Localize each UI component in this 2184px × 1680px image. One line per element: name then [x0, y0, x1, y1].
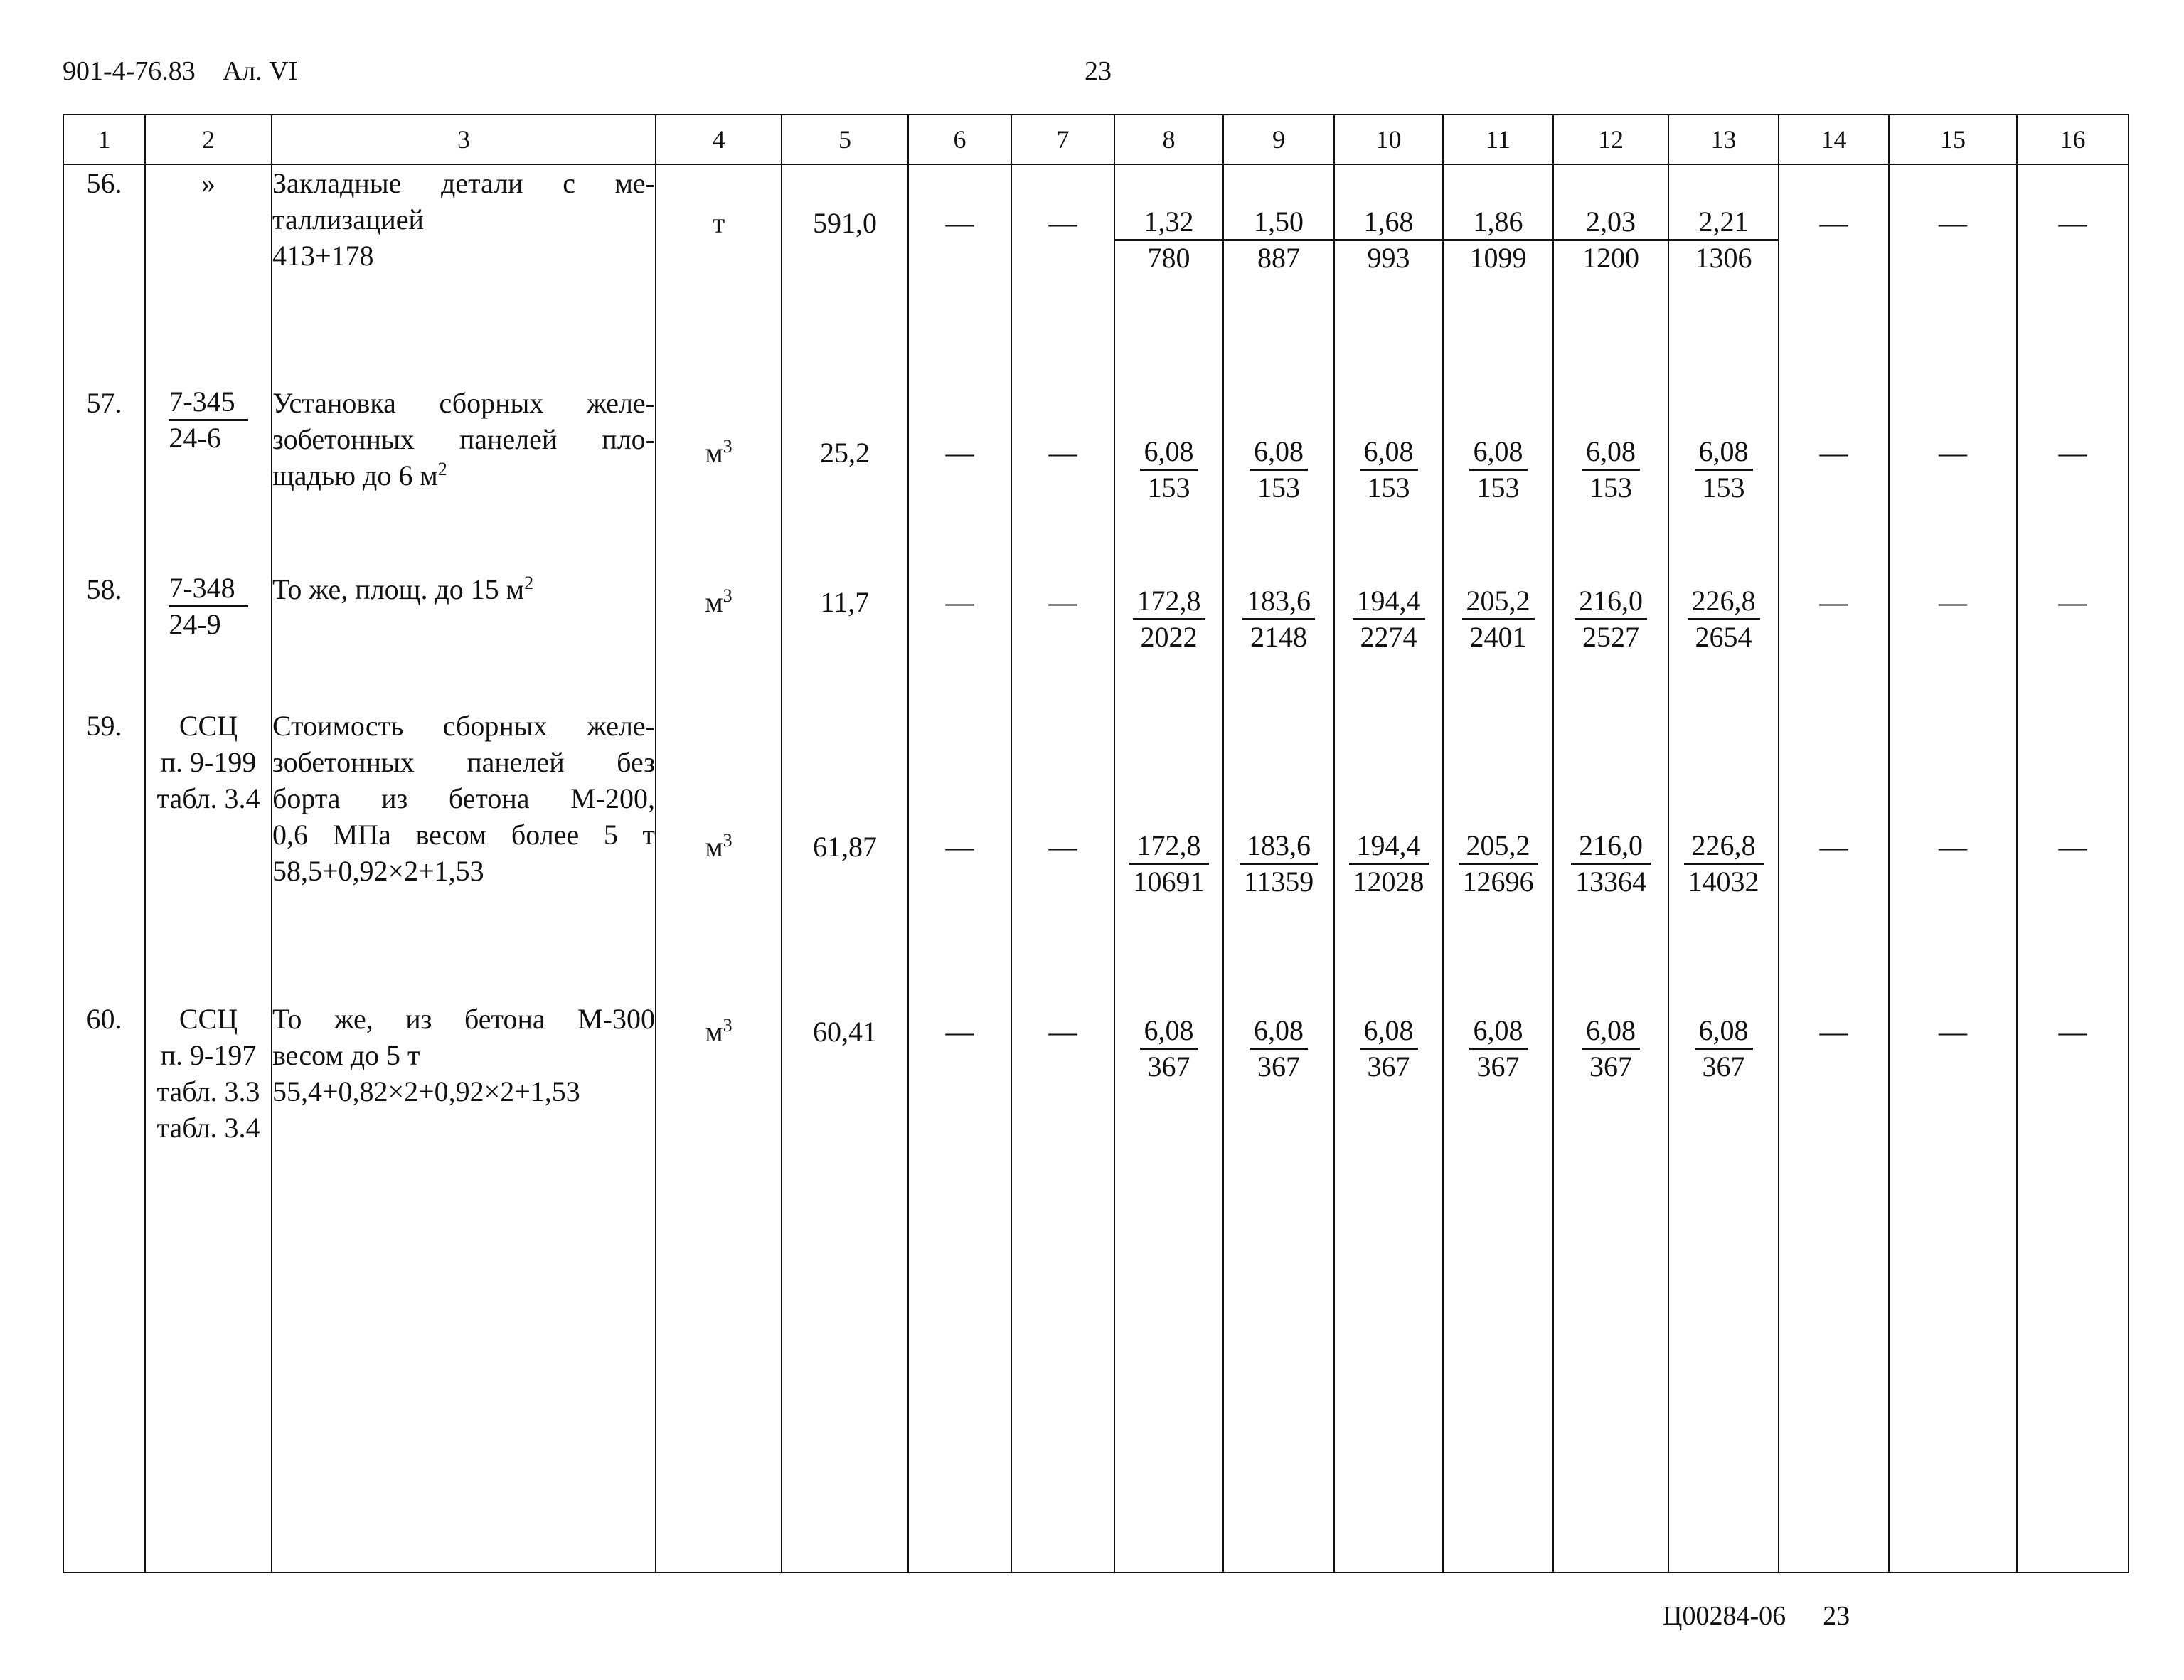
fraction-bottom: 153 — [1702, 472, 1745, 504]
description-line: Стоимость сборных желе- — [272, 710, 655, 742]
superscript: 3 — [723, 1015, 733, 1036]
fraction — [1240, 829, 1319, 899]
description-line: 58,5+0,92×2+1,53 — [272, 855, 484, 887]
dash: — — [2058, 586, 2087, 618]
description-cell — [272, 1001, 656, 1573]
fraction-top: 226,8 — [1688, 584, 1760, 620]
superscript: 2 — [524, 573, 534, 593]
reference-top: 7-348 — [169, 571, 247, 607]
unit-text: м — [705, 437, 723, 469]
unit-text: м — [705, 1016, 723, 1048]
dash: — — [945, 207, 974, 239]
empty-cell — [2017, 1001, 2129, 1573]
description-line: борта из бетона М-200, — [272, 782, 655, 814]
dash: — — [1819, 1016, 1848, 1048]
unit-text: м — [705, 586, 723, 618]
quantity-cell — [782, 708, 908, 1001]
fraction-bottom: 367 — [1147, 1051, 1190, 1083]
unit-value — [656, 584, 781, 620]
fraction-bottom: 367 — [1476, 1051, 1520, 1083]
page-number-top: 23 — [1085, 56, 1112, 86]
quantity-cell — [782, 164, 908, 385]
fraction-bottom: 153 — [1147, 472, 1190, 504]
fraction-bottom: 367 — [1367, 1051, 1410, 1083]
reference-line: табл. 3.4 — [156, 782, 260, 814]
empty-cell — [2017, 571, 2129, 708]
quantity-value: 591,0 — [813, 207, 877, 239]
fraction-bottom: 367 — [1589, 1051, 1632, 1083]
fraction-top: 1,68 — [1335, 205, 1442, 241]
value-cell — [1553, 708, 1668, 1001]
column-header: 8 — [1114, 115, 1223, 164]
value-cell — [1668, 164, 1779, 385]
unit-value — [656, 435, 781, 471]
dash: — — [2058, 437, 2087, 469]
dash: — — [945, 831, 974, 863]
description-line — [272, 457, 655, 494]
fraction-top: 6,08 — [1695, 1014, 1753, 1050]
column-header: 4 — [656, 115, 782, 164]
fraction-top: 226,8 — [1684, 829, 1764, 865]
reference-cell — [145, 571, 272, 708]
fraction — [1360, 1014, 1418, 1084]
dash: — — [1819, 437, 1848, 469]
value-cell — [1668, 708, 1779, 1001]
description-cell — [272, 571, 656, 708]
column-header: 13 — [1668, 115, 1779, 164]
fraction-bottom: 153 — [1476, 472, 1520, 504]
dash: — — [1939, 207, 1967, 239]
fraction-bottom: 1200 — [1582, 242, 1639, 274]
footer — [1663, 1600, 1850, 1632]
fraction — [1140, 1014, 1198, 1084]
fraction — [1582, 435, 1640, 505]
empty-cell — [1779, 571, 1889, 708]
dash: — — [945, 1016, 974, 1048]
empty-cell — [1889, 571, 2017, 708]
reference-fraction — [169, 571, 247, 642]
fraction — [1224, 205, 1333, 275]
superscript: 3 — [723, 830, 733, 851]
fraction-bottom: 12028 — [1353, 866, 1424, 898]
fraction-bottom: 2401 — [1469, 621, 1527, 653]
reference-cell — [145, 708, 272, 1001]
unit-value: т — [712, 207, 725, 239]
reference-cell — [145, 385, 272, 571]
dash: — — [2058, 1016, 2087, 1048]
fraction-top: 1,86 — [1444, 205, 1552, 241]
column-header: 3 — [272, 115, 656, 164]
value-cell — [1114, 385, 1223, 571]
fraction-top: 205,2 — [1459, 829, 1538, 865]
fraction — [1575, 584, 1647, 654]
empty-cell — [2017, 164, 2129, 385]
empty-cell — [1011, 571, 1114, 708]
unit-cell — [656, 385, 782, 571]
dash: — — [1048, 1016, 1077, 1048]
fraction — [1140, 435, 1198, 505]
fraction-top: 6,08 — [1360, 1014, 1418, 1050]
document-code: 901-4-76.83 — [63, 56, 196, 86]
empty-cell — [1779, 164, 1889, 385]
fraction-top: 194,4 — [1349, 829, 1429, 865]
reference-cell — [145, 1001, 272, 1573]
column-number-row — [63, 115, 2129, 164]
value-cell — [1114, 1001, 1223, 1573]
fraction-top: 6,08 — [1140, 435, 1198, 471]
dash: — — [1939, 831, 1967, 863]
fraction-bottom: 1099 — [1469, 242, 1527, 274]
row-number: 56. — [63, 164, 145, 385]
fraction — [1695, 1014, 1753, 1084]
empty-cell — [1889, 1001, 2017, 1573]
fraction-bottom: 367 — [1257, 1051, 1300, 1083]
fraction-top: 6,08 — [1582, 1014, 1640, 1050]
fraction-bottom: 1306 — [1695, 242, 1752, 274]
fraction-bottom: 14032 — [1688, 866, 1759, 898]
fraction — [1669, 205, 1778, 275]
fraction-bottom: 2148 — [1250, 621, 1307, 653]
fraction-top: 2,03 — [1554, 205, 1668, 241]
fraction-top: 6,08 — [1695, 435, 1753, 471]
fraction-top: 216,0 — [1575, 584, 1647, 620]
value-cell — [1553, 164, 1668, 385]
value-cell — [1443, 1001, 1553, 1573]
reference-cell — [145, 164, 272, 385]
value-cell — [1553, 1001, 1668, 1573]
empty-cell — [908, 1001, 1011, 1573]
fraction — [1129, 829, 1209, 899]
quantity-value: 25,2 — [820, 437, 870, 469]
fraction-top: 205,2 — [1462, 584, 1535, 620]
footer-code: Ц00284-06 — [1663, 1601, 1786, 1631]
value-cell — [1334, 164, 1443, 385]
column-header: 6 — [908, 115, 1011, 164]
fraction — [1684, 829, 1764, 899]
value-cell — [1668, 385, 1779, 571]
dash: — — [2058, 207, 2087, 239]
column-header: 14 — [1779, 115, 1889, 164]
dash: — — [945, 437, 974, 469]
fraction-top: 6,08 — [1250, 435, 1308, 471]
unit-cell — [656, 571, 782, 708]
empty-cell — [1011, 708, 1114, 1001]
value-cell — [1114, 708, 1223, 1001]
empty-cell — [908, 164, 1011, 385]
reference-bottom: 24-9 — [169, 608, 221, 640]
superscript: 3 — [723, 585, 733, 606]
fraction-bottom: 153 — [1257, 472, 1300, 504]
reference-line: п. 9-199 — [160, 746, 257, 778]
value-cell — [1223, 708, 1334, 1001]
dash: — — [1048, 831, 1077, 863]
fraction — [1459, 829, 1538, 899]
fraction — [1250, 435, 1308, 505]
empty-cell — [2017, 708, 2129, 1001]
value-cell — [1114, 164, 1223, 385]
table-row — [63, 164, 2129, 385]
empty-cell — [1889, 164, 2017, 385]
unit-text: м — [705, 831, 723, 863]
description-line: 55,4+0,82×2+0,92×2+1,53 — [272, 1075, 580, 1107]
fraction-bottom: 993 — [1367, 242, 1410, 274]
fraction — [1469, 1014, 1528, 1084]
description-line: зобетонных панелей пло- — [272, 423, 655, 455]
album-number: Ал. VI — [222, 56, 298, 86]
value-cell — [1443, 571, 1553, 708]
description-line: таллизацией — [272, 203, 424, 235]
quantity-cell — [782, 1001, 908, 1573]
fraction — [1353, 584, 1425, 654]
fraction — [1115, 205, 1222, 275]
fraction-top: 6,08 — [1582, 435, 1640, 471]
column-header: 2 — [145, 115, 272, 164]
ditto-mark: » — [201, 167, 215, 199]
dash: — — [1048, 207, 1077, 239]
column-header: 12 — [1553, 115, 1668, 164]
description-cell — [272, 385, 656, 571]
fraction — [1242, 584, 1315, 654]
description-line: 0,6 МПа весом более 5 т — [272, 819, 655, 851]
reference-line: ССЦ — [179, 710, 238, 742]
fraction-top: 6,08 — [1250, 1014, 1308, 1050]
fraction — [1695, 435, 1753, 505]
fraction-bottom: 2527 — [1582, 621, 1639, 653]
description-text: То же, площ. до 15 м — [272, 573, 525, 605]
reference-line: табл. 3.3 — [156, 1075, 260, 1107]
dash: — — [945, 586, 974, 618]
column-header: 5 — [782, 115, 908, 164]
value-cell — [1443, 385, 1553, 571]
document-code-header — [63, 55, 297, 87]
fraction-bottom: 12696 — [1462, 866, 1534, 898]
description-cell — [272, 164, 656, 385]
column-header: 7 — [1011, 115, 1114, 164]
fraction — [1554, 205, 1668, 275]
empty-cell — [1889, 708, 2017, 1001]
fraction-bottom: 10691 — [1133, 866, 1205, 898]
fraction-top: 216,0 — [1571, 829, 1651, 865]
column-header: 11 — [1443, 115, 1553, 164]
value-cell — [1223, 571, 1334, 708]
fraction-top: 6,08 — [1360, 435, 1418, 471]
empty-cell — [908, 571, 1011, 708]
value-cell — [1223, 1001, 1334, 1573]
column-header: 1 — [63, 115, 145, 164]
dash: — — [1819, 831, 1848, 863]
unit-value — [656, 1014, 781, 1050]
table-row — [63, 571, 2129, 708]
empty-cell — [1011, 1001, 1114, 1573]
dash: — — [1939, 586, 1967, 618]
quantity-cell — [782, 385, 908, 571]
value-cell — [1553, 385, 1668, 571]
reference-top: 7-345 — [169, 385, 247, 421]
fraction — [1360, 435, 1418, 505]
fraction — [1349, 829, 1429, 899]
page-number-bottom: 23 — [1823, 1601, 1850, 1631]
description-line: 413+178 — [272, 240, 374, 272]
unit-cell — [656, 708, 782, 1001]
row-number: 58. — [63, 571, 145, 708]
reference-line: табл. 3.4 — [156, 1112, 260, 1144]
dash: — — [1939, 1016, 1967, 1048]
value-cell — [1668, 1001, 1779, 1573]
column-header: 10 — [1334, 115, 1443, 164]
value-cell — [1114, 571, 1223, 708]
description-line — [272, 571, 655, 607]
table-row — [63, 1001, 2129, 1573]
quantity-value: 11,7 — [820, 586, 870, 618]
fraction-top: 2,21 — [1669, 205, 1778, 241]
superscript: 3 — [723, 436, 733, 457]
empty-cell — [1011, 164, 1114, 385]
description-line: То же, из бетона М-300 — [272, 1003, 655, 1035]
fraction-top: 172,8 — [1133, 584, 1205, 620]
reference-fraction — [169, 385, 247, 455]
unit-value — [656, 829, 781, 865]
dash: — — [1048, 586, 1077, 618]
fraction — [1462, 584, 1535, 654]
superscript: 2 — [437, 459, 447, 479]
fraction-top: 1,32 — [1115, 205, 1222, 241]
empty-cell — [908, 708, 1011, 1001]
value-cell — [1443, 708, 1553, 1001]
description-line: Установка сборных желе- — [272, 387, 655, 419]
description-line: Закладные детали с ме- — [272, 167, 655, 199]
fraction-top: 172,8 — [1129, 829, 1209, 865]
fraction-top: 6,08 — [1140, 1014, 1198, 1050]
fraction-top: 194,4 — [1353, 584, 1425, 620]
description-line: зобетонных панелей без — [272, 746, 655, 778]
dash: — — [1819, 207, 1848, 239]
fraction — [1444, 205, 1552, 275]
fraction-bottom: 11359 — [1243, 866, 1314, 898]
fraction-top: 1,50 — [1224, 205, 1333, 241]
description-cell — [272, 708, 656, 1001]
empty-cell — [908, 385, 1011, 571]
dash: — — [1819, 586, 1848, 618]
fraction-bottom: 13364 — [1575, 866, 1646, 898]
fraction-bottom: 2654 — [1695, 621, 1752, 653]
reference-line: п. 9-197 — [160, 1039, 257, 1071]
fraction-bottom: 2022 — [1140, 621, 1198, 653]
quantity-value: 60,41 — [813, 1016, 877, 1048]
value-cell — [1334, 1001, 1443, 1573]
row-number: 57. — [63, 385, 145, 571]
row-number: 60. — [63, 1001, 145, 1573]
column-header: 16 — [2017, 115, 2129, 164]
quantity-value: 61,87 — [813, 831, 877, 863]
dash: — — [1939, 437, 1967, 469]
fraction-bottom: 2274 — [1360, 621, 1417, 653]
row-number: 59. — [63, 708, 145, 1001]
fraction — [1571, 829, 1651, 899]
fraction-top: 183,6 — [1240, 829, 1319, 865]
value-cell — [1223, 385, 1334, 571]
empty-cell — [1889, 385, 2017, 571]
column-header: 9 — [1223, 115, 1334, 164]
value-cell — [1443, 164, 1553, 385]
unit-cell — [656, 1001, 782, 1573]
value-cell — [1334, 385, 1443, 571]
fraction-top: 183,6 — [1242, 584, 1315, 620]
fraction-bottom: 780 — [1147, 242, 1190, 274]
fraction-bottom: 887 — [1257, 242, 1300, 274]
reference-line: ССЦ — [179, 1003, 238, 1035]
quantity-cell — [782, 571, 908, 708]
empty-cell — [1779, 385, 1889, 571]
fraction — [1469, 435, 1528, 505]
fraction-bottom: 153 — [1367, 472, 1410, 504]
value-cell — [1668, 571, 1779, 708]
fraction-top: 6,08 — [1469, 1014, 1528, 1050]
value-cell — [1223, 164, 1334, 385]
table-row — [63, 385, 2129, 571]
unit-cell — [656, 164, 782, 385]
description-text: щадью до 6 м — [272, 459, 438, 491]
empty-cell — [2017, 385, 2129, 571]
empty-cell — [1779, 708, 1889, 1001]
fraction-top: 6,08 — [1469, 435, 1528, 471]
fraction-bottom: 367 — [1702, 1051, 1745, 1083]
dash: — — [1048, 437, 1077, 469]
empty-cell — [1779, 1001, 1889, 1573]
column-header: 15 — [1889, 115, 2017, 164]
fraction — [1133, 584, 1205, 654]
reference-bottom: 24-6 — [169, 422, 221, 454]
fraction-bottom: 153 — [1589, 472, 1632, 504]
fraction — [1250, 1014, 1308, 1084]
dash: — — [2058, 831, 2087, 863]
fraction — [1335, 205, 1442, 275]
estimate-table — [63, 114, 2129, 1573]
value-cell — [1334, 708, 1443, 1001]
empty-cell — [1011, 385, 1114, 571]
table-row — [63, 708, 2129, 1001]
fraction — [1688, 584, 1760, 654]
value-cell — [1553, 571, 1668, 708]
value-cell — [1334, 571, 1443, 708]
fraction — [1582, 1014, 1640, 1084]
description-line: весом до 5 т — [272, 1039, 420, 1071]
